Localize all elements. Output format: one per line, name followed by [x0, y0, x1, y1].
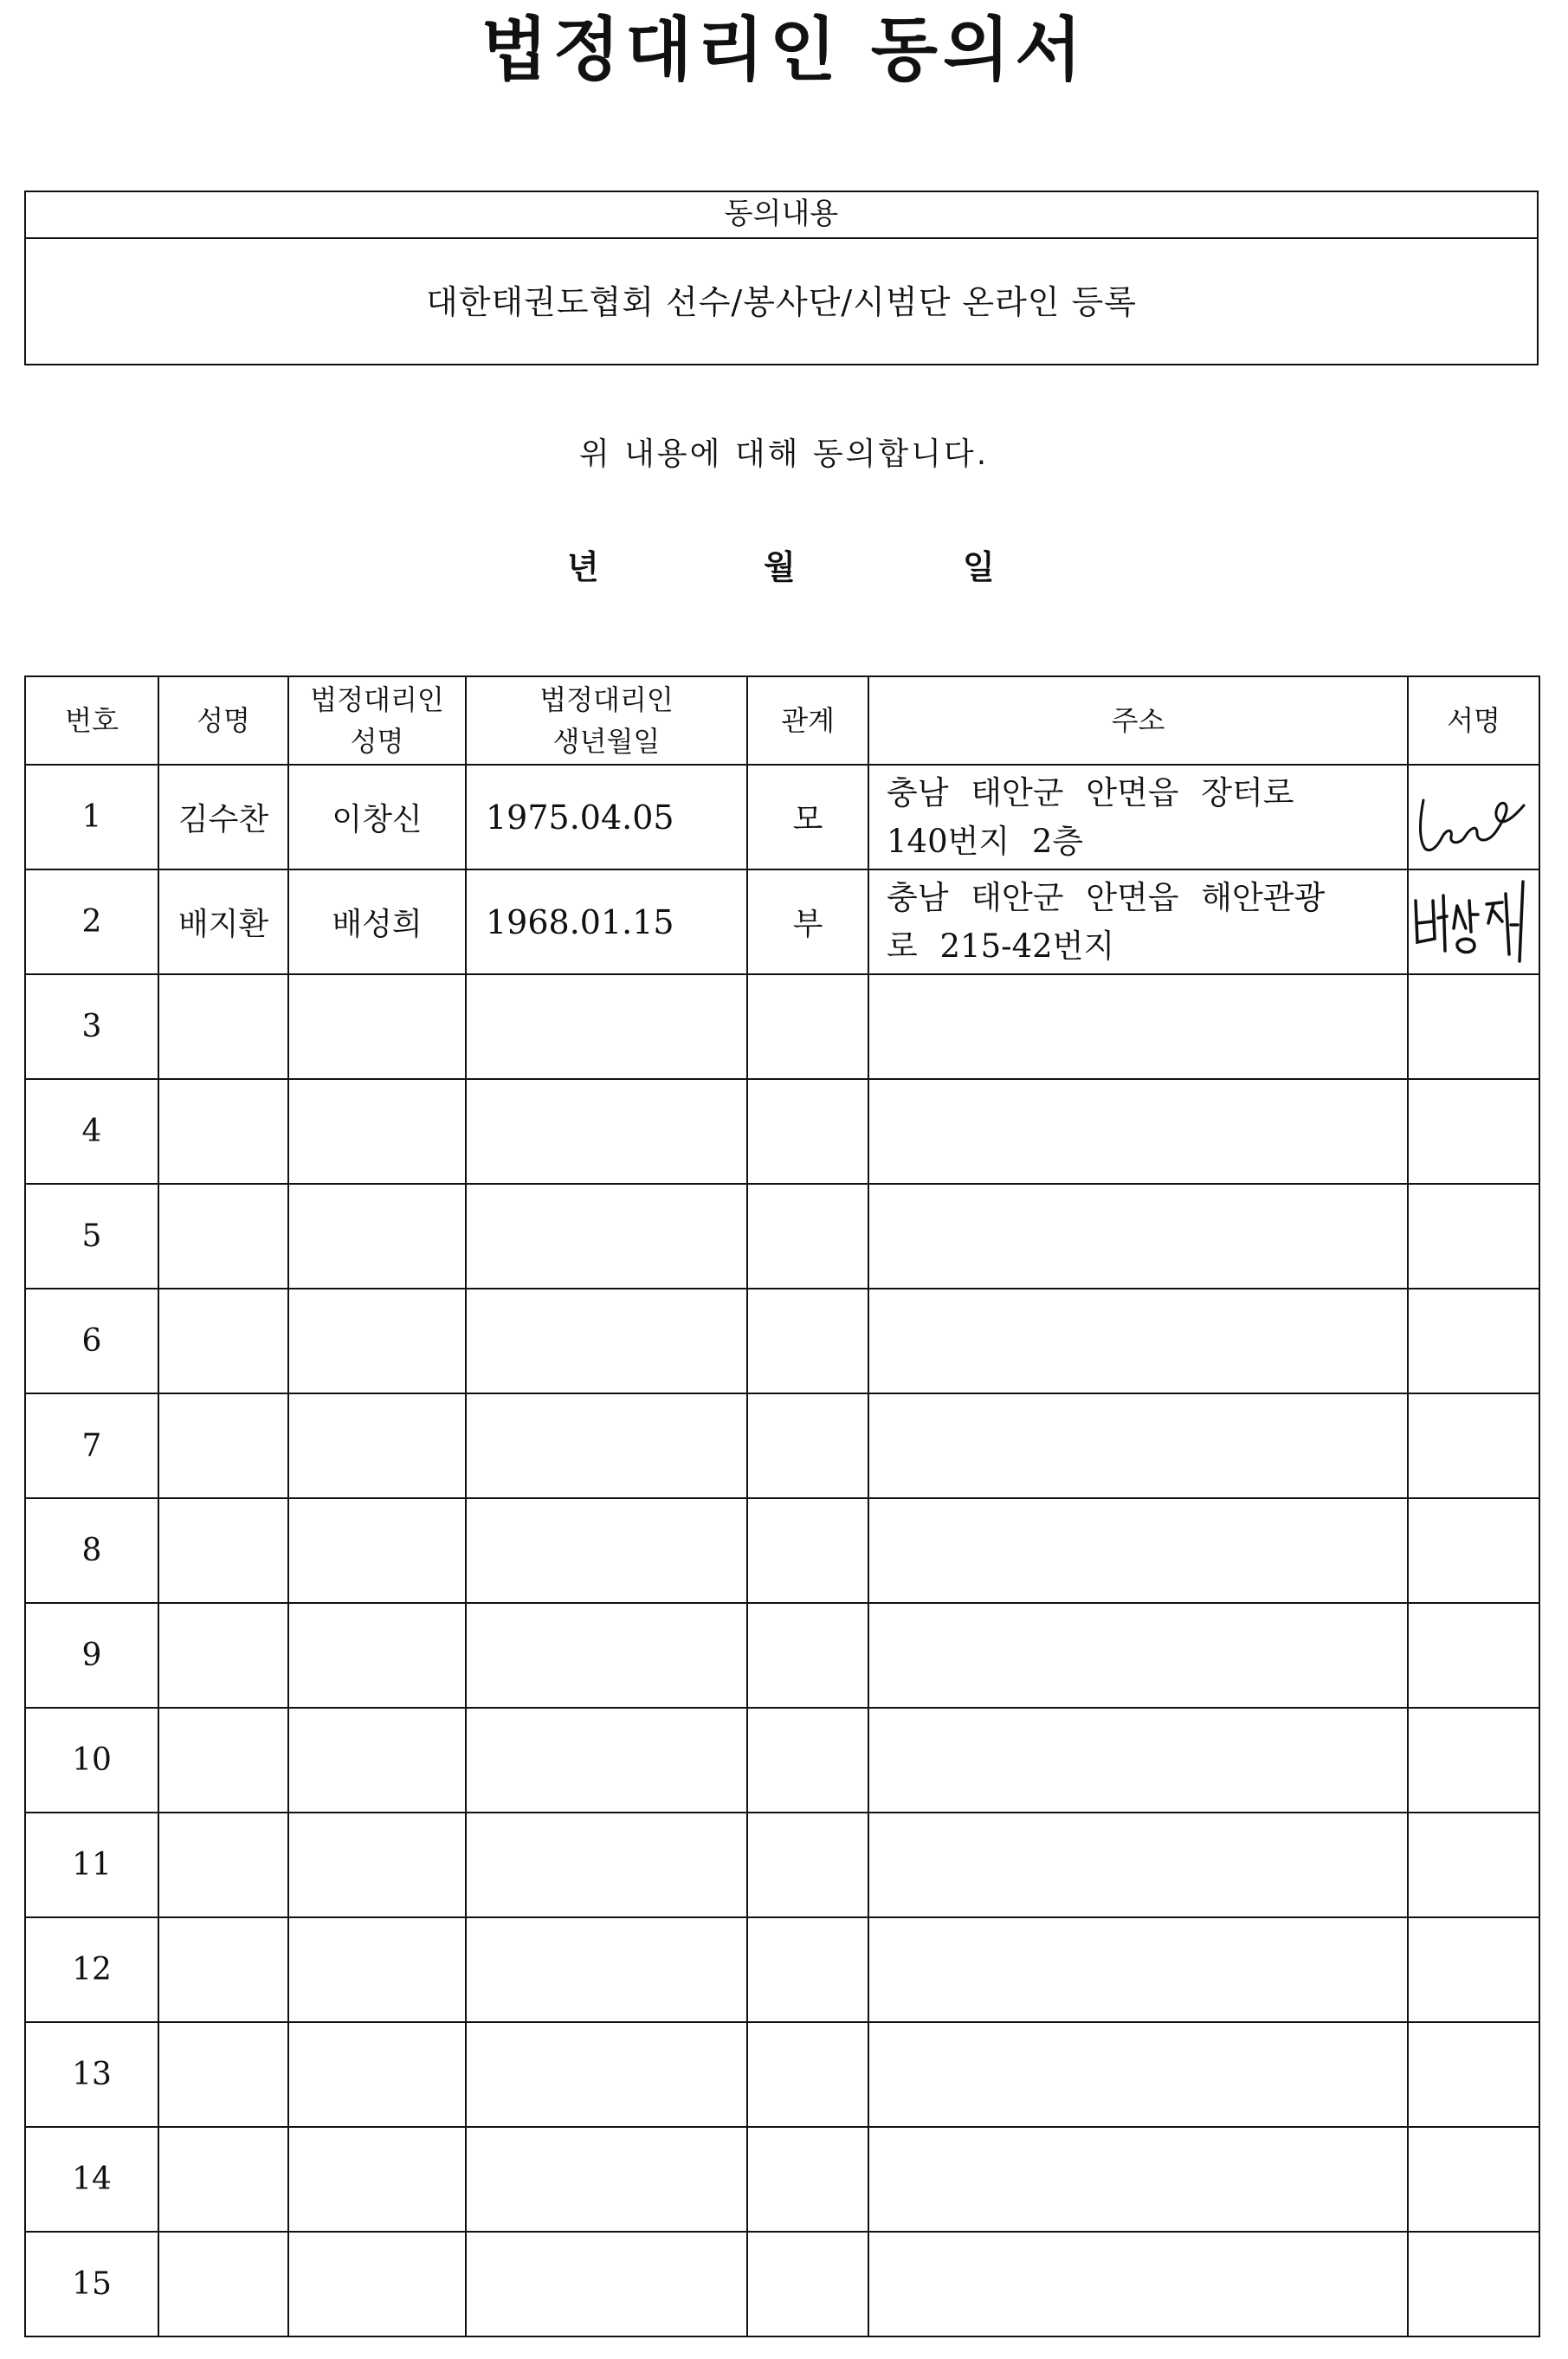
header-relation: 관계 [747, 676, 868, 765]
table-row [25, 974, 1539, 1079]
consent-box [24, 191, 1539, 365]
table-row [25, 1813, 1539, 1917]
row-relation: 부 [747, 869, 868, 974]
handwritten-signature-1 [1413, 774, 1534, 861]
header-guardian-name-line2: 성명 [350, 725, 404, 758]
row-address-line1: 충남 태안군 안면읍 장터로 [887, 773, 1294, 811]
header-guardian-dob-line1: 법정대리인 [539, 683, 674, 716]
row-address-line2: 140번지 2층 [887, 822, 1084, 860]
header-guardian-dob-line2: 생년월일 [552, 725, 661, 758]
header-name: 성명 [158, 676, 288, 765]
row-name: 배지환 [158, 869, 288, 974]
row-guardian-name: 이창신 [288, 765, 466, 869]
table-row [25, 2232, 1539, 2336]
row-guardian-dob: 1975.04.05 [466, 765, 747, 869]
row-name: 김수찬 [158, 765, 288, 869]
guardian-table [24, 675, 1540, 2337]
row-no: 5 [25, 1184, 158, 1289]
table-row [25, 1498, 1539, 1603]
row-signature [1408, 765, 1539, 869]
row-no: 2 [25, 869, 158, 974]
header-no: 번호 [25, 676, 158, 765]
row-no: 14 [25, 2127, 158, 2232]
row-guardian-dob: 1968.01.15 [466, 869, 747, 974]
row-no: 13 [25, 2022, 158, 2127]
document-title: 법정대리인 동의서 [481, 9, 1087, 90]
table-row [25, 765, 1539, 869]
table-row [25, 869, 1539, 974]
row-address-line2: 로 215-42번지 [887, 927, 1115, 965]
date-month-label: 월 [764, 548, 796, 586]
row-no: 8 [25, 1498, 158, 1603]
row-no: 7 [25, 1393, 158, 1498]
row-no: 12 [25, 1917, 158, 2022]
header-signature: 서명 [1408, 676, 1539, 765]
table-header-row [25, 676, 1539, 765]
date-year-label: 년 [567, 548, 599, 586]
row-no: 10 [25, 1708, 158, 1813]
header-address: 주소 [868, 676, 1408, 765]
row-address [868, 765, 1408, 869]
header-guardian-dob [466, 676, 747, 765]
row-guardian-name: 배성희 [288, 869, 466, 974]
table-row [25, 2022, 1539, 2127]
row-no: 11 [25, 1813, 158, 1917]
table-row [25, 1603, 1539, 1708]
table-row [25, 1393, 1539, 1498]
agree-statement: 위 내용에 대해 동의합니다. [578, 436, 990, 472]
row-no: 15 [25, 2232, 158, 2336]
consent-header: 동의내용 [26, 192, 1537, 239]
row-no: 3 [25, 974, 158, 1079]
row-no: 6 [25, 1289, 158, 1393]
header-guardian-name-line1: 법정대리인 [310, 683, 444, 716]
row-no: 9 [25, 1603, 158, 1708]
header-guardian-name [288, 676, 466, 765]
row-address-line1: 충남 태안군 안면읍 해안관광 [887, 878, 1326, 916]
handwritten-signature-2 [1409, 875, 1539, 970]
row-signature [1408, 869, 1539, 974]
row-no: 4 [25, 1079, 158, 1184]
date-day-label: 일 [963, 548, 995, 586]
table-row [25, 1917, 1539, 2022]
table-row [25, 1289, 1539, 1393]
table-row [25, 2127, 1539, 2232]
table-row [25, 1079, 1539, 1184]
consent-body: 대한태권도협회 선수/봉사단/시범단 온라인 등록 [425, 283, 1137, 321]
row-relation: 모 [747, 765, 868, 869]
row-address [868, 869, 1408, 974]
table-row [25, 1708, 1539, 1813]
table-row [25, 1184, 1539, 1289]
row-no: 1 [25, 765, 158, 869]
